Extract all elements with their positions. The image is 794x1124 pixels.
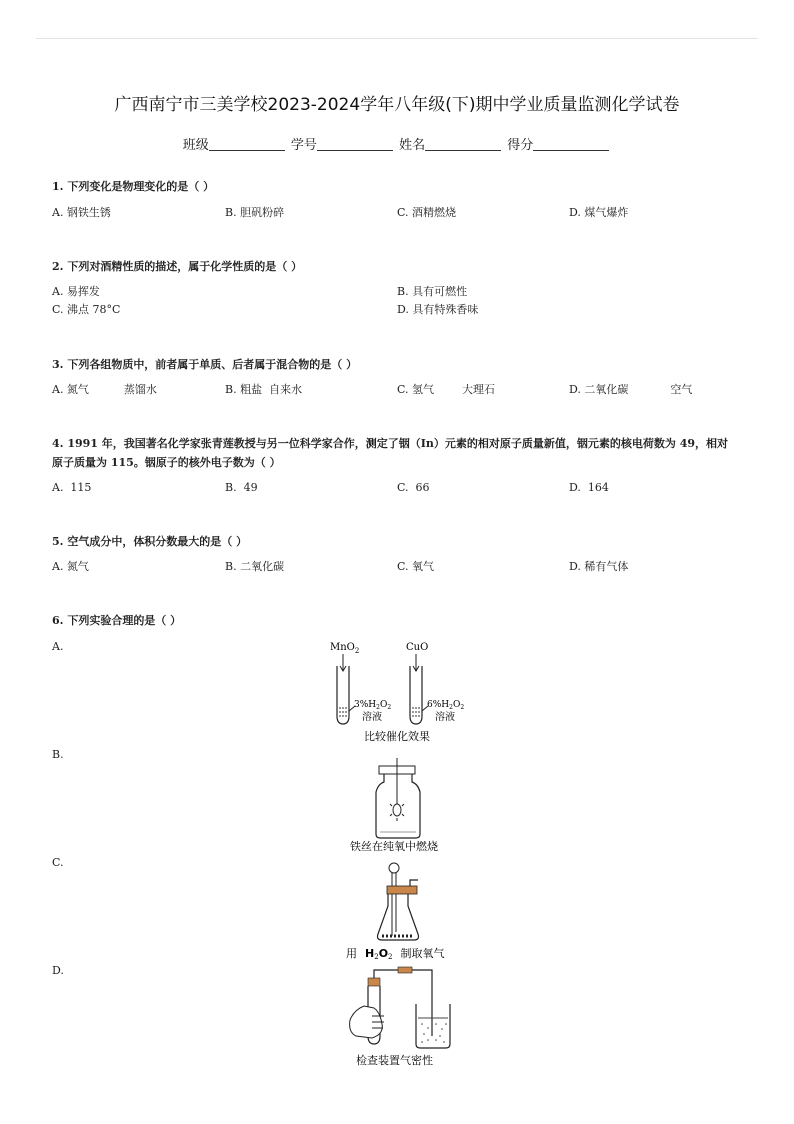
question-6-option-c[interactable]: C. <box>52 856 64 869</box>
exam-title: 广西南宁市三美学校2023-2024学年八年级(下)期中学业质量监测化学试卷 <box>114 95 680 115</box>
question-1-option-a[interactable]: A. 钢铁生锈 <box>52 206 111 219</box>
fig-c-funnel-bulb <box>389 863 399 873</box>
name-label: 姓名 <box>399 138 426 153</box>
figure-b-iron-wire-combustion <box>340 758 460 854</box>
fig-d-water-dots <box>421 1023 447 1043</box>
score-label: 得分 <box>507 138 534 153</box>
question-2-option-a[interactable]: A. 易挥发 <box>52 285 100 298</box>
fig-a-solution-word-right: 溶液 <box>435 712 455 723</box>
fig-b-spiral <box>393 804 401 816</box>
question-3-option-d[interactable]: D. 二氧化碳 空气 <box>569 383 693 396</box>
question-6-option-a[interactable]: A. <box>52 640 64 653</box>
fig-a-test-tube-right <box>410 666 422 724</box>
question-4-option-d[interactable]: D. 164 <box>569 481 609 494</box>
score-blank[interactable] <box>533 136 609 151</box>
fig-a-solution-word-left: 溶液 <box>362 712 382 723</box>
fig-a-solution-right: $6\%H_2O_2$ <box>427 700 465 711</box>
class-blank[interactable] <box>209 136 285 151</box>
question-6-option-d[interactable]: D. <box>52 964 64 977</box>
student-id-label: 学号 <box>290 138 317 153</box>
fig-d-rubber-joint <box>398 967 412 973</box>
student-info-line <box>0 134 794 153</box>
fig-b-gas-jar <box>376 774 420 838</box>
fig-c-caption: 用 H2O2 制取氧气 <box>346 947 445 961</box>
question-4-option-c[interactable]: C. 66 <box>397 481 430 494</box>
fig-a-solution-left: $3\%H_2O_2$ <box>354 700 392 711</box>
fig-c-delivery-tube <box>410 880 418 886</box>
question-5-option-d[interactable]: D. 稀有气体 <box>569 560 629 573</box>
question-4-option-b[interactable]: B. 49 <box>225 481 258 494</box>
question-5-option-b[interactable]: B. 二氧化碳 <box>225 560 285 573</box>
question-1-stem: 1. 下列变化是物理变化的是（ ） <box>52 180 215 193</box>
class-label: 班级 <box>182 138 209 153</box>
question-4-option-a[interactable]: A. 115 <box>52 481 92 494</box>
question-2-option-c[interactable]: C. 沸点 78°C <box>52 303 121 316</box>
header-divider <box>36 38 758 39</box>
fig-d-stopper <box>368 978 380 986</box>
question-6-stem: 6. 下列实验合理的是（ ） <box>52 614 182 627</box>
question-2-option-d[interactable]: D. 具有特殊香味 <box>397 303 479 316</box>
figure-d-airtightness-check <box>336 966 466 1070</box>
fig-a-caption: 比较催化效果 <box>364 730 430 743</box>
fig-a-cuo-label: CuO <box>406 642 429 653</box>
question-2-stem: 2. 下列对酒精性质的描述，属于化学性质的是（ ） <box>52 260 303 273</box>
question-3-option-a[interactable]: A. 氮气 蒸馏水 <box>52 383 157 396</box>
question-4-stem: 4. 1991 年，我国著名化学家张青莲教授与另一位科学家合作，测定了铟（In）元素的相对原子质量新值，铟元素的核电荷数为 49，相对原子质量为 115。铟原子的核外电子数为（ ） <box>52 437 729 469</box>
name-blank[interactable] <box>425 136 501 151</box>
question-6-option-b[interactable]: B. <box>52 748 64 761</box>
figure-c-oxygen-preparation <box>340 862 460 962</box>
fig-c-flask <box>378 894 419 940</box>
question-2-option-b[interactable]: B. 具有可燃性 <box>397 285 468 298</box>
fig-d-beaker <box>416 1004 450 1048</box>
student-id-blank[interactable] <box>317 136 393 151</box>
question-5-option-a[interactable]: A. 氮气 <box>52 560 89 573</box>
question-5-stem: 5. 空气成分中，体积分数最大的是（ ） <box>52 535 248 548</box>
question-5-option-c[interactable]: C. 氧气 <box>397 560 435 573</box>
question-3-stem: 3. 下列各组物质中，前者属于单质、后者属于混合物的是（ ） <box>52 358 358 371</box>
fig-c-stopper <box>387 886 417 894</box>
fig-a-test-tube-left <box>337 666 349 724</box>
question-1-option-c[interactable]: C. 酒精燃烧 <box>397 206 457 219</box>
figure-a-catalyst-comparison <box>310 636 490 746</box>
question-3-option-c[interactable]: C. 氢气 大理石 <box>397 383 495 396</box>
question-1-option-b[interactable]: B. 胆矾粉碎 <box>225 206 285 219</box>
fig-a-mno2-label: MnO$_2$ <box>330 642 360 655</box>
question-3-option-b[interactable]: B. 粗盐 自来水 <box>225 383 303 396</box>
fig-d-caption: 检查装置气密性 <box>356 1054 433 1067</box>
question-1-option-d[interactable]: D. 煤气爆炸 <box>569 206 629 219</box>
fig-b-caption: 铁丝在纯氧中燃烧 <box>350 840 438 853</box>
